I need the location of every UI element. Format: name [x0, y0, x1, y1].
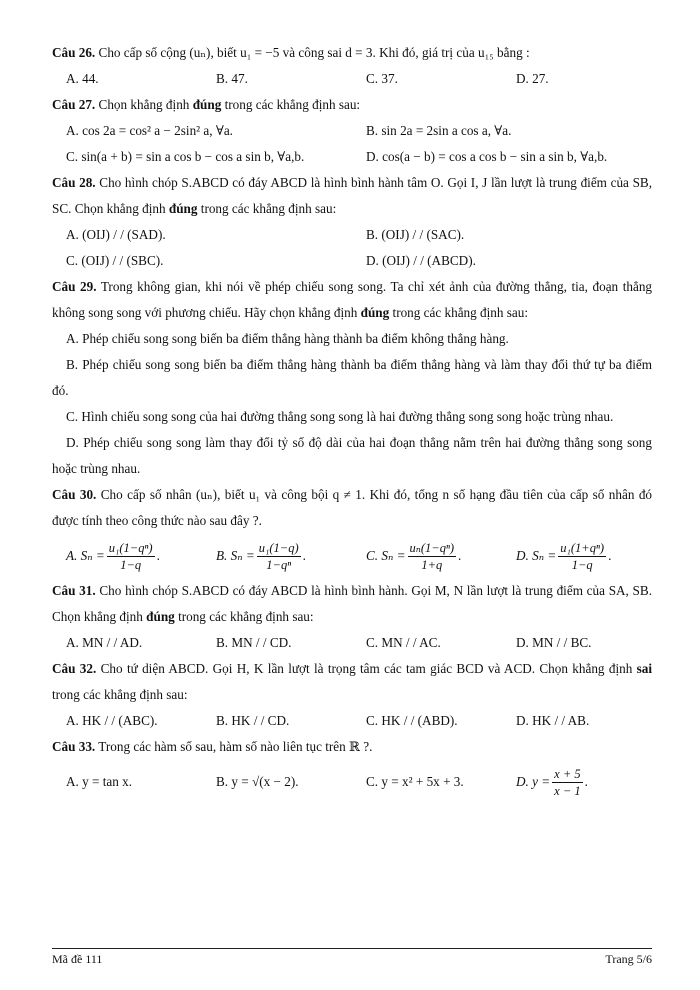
question-stem-end: trong các khẳng định sau: — [52, 687, 188, 702]
denominator: 1−q — [571, 557, 593, 572]
options-row — [52, 144, 652, 170]
option-c: C. Sₙ = $\frac{\text{uₙ(1−qⁿ)}}{1+q}$ . — [366, 540, 462, 572]
option-b: B. Phép chiếu song song biến ba điểm thẳng hàng thành ba điểm thẳng hàng và làm thay đổi thứ tự ba điểm đó. — [52, 357, 652, 398]
option-a: A. y = tan x. — [66, 774, 133, 789]
numerator: u₁(1+qⁿ) — [560, 540, 605, 555]
fraction — [107, 540, 155, 573]
question-31 — [52, 578, 652, 630]
option-d: D. Phép chiếu song song làm thay đổi tỷ số độ dài của hai đoạn thẳng nằm trên hai đường thẳng song song hoặc trùng nhau. — [52, 435, 652, 476]
question-label: Câu 28. — [52, 175, 96, 190]
fraction — [552, 766, 582, 799]
question-label: Câu 30. — [52, 487, 97, 502]
question-stem-end: trong các khẳng định sau: — [389, 305, 529, 320]
question-28 — [52, 170, 652, 222]
emphasis: đúng — [192, 97, 222, 112]
exam-code: Mã đề 111 — [52, 952, 103, 966]
options-row — [52, 534, 652, 578]
emphasis: đúng — [360, 305, 390, 320]
fraction — [408, 540, 457, 573]
question-stem-end: trong các khẳng định sau: — [174, 609, 314, 624]
emphasis: đúng — [146, 609, 175, 624]
emphasis: sai — [636, 661, 653, 676]
question-label: Câu 31. — [52, 583, 96, 598]
options-row — [52, 760, 652, 804]
denominator: 1+q — [421, 557, 443, 572]
question-stem: Trong các hàm số sau, hàm số nào liên tục trên ℝ ?. — [98, 739, 373, 754]
options-row — [52, 248, 652, 274]
question-stem: Cho hình chóp S.ABCD có đáy ABCD là hình bình hành. Gọi M, N lần lượt là trung điểm của SA, SB. Chọn khẳng định — [52, 583, 652, 624]
question-label: Câu 32. — [52, 661, 97, 676]
question-stem: Trong không gian, khi nói về phép chiếu song song. Ta chỉ xét ảnh của đường thẳng, tia, đoạn thẳng không song song với phương chiếu. Hãy chọn khẳng định — [52, 279, 653, 320]
option-b: B. MN / / CD. — [216, 635, 292, 650]
option-prefix: D. Sₙ = — [516, 548, 557, 563]
option-a: A. cos 2a = cos² a − 2sin² a, ∀a. — [66, 123, 233, 138]
option-a: A. Sₙ = $\frac{\text{u₁(1−qⁿ)}}{1-q}$ . — [66, 540, 160, 572]
fraction — [257, 540, 301, 573]
option-d: D. Sₙ = $\frac{\text{u₁(1+qⁿ)}}{1-q}$ . — [516, 540, 612, 572]
option-b: B. 47. — [216, 71, 248, 86]
option-a: A. (OIJ) / / (SAD). — [66, 227, 166, 242]
denominator: 1−qⁿ — [266, 557, 292, 572]
option-d: D. y = $\frac{x + 5}{x - 1}$ . — [516, 766, 588, 798]
option-b: B. (OIJ) / / (SAC). — [366, 227, 465, 242]
option-c: C. y = x² + 5x + 3. — [366, 774, 464, 789]
page-footer — [52, 948, 652, 967]
option-c: C. 37. — [366, 71, 398, 86]
option-c: C. sin(a + b) = sin a cos b − cos a sin b, ∀a,b. — [66, 149, 305, 164]
question-label: Câu 33. — [52, 739, 96, 754]
option-c: C. Hình chiếu song song của hai đường thẳng song song là hai đường thẳng song song hoặc trùng nhau. — [66, 409, 614, 424]
option-b: B. Sₙ = $\frac{\text{u₁(1−q)}}{\text{1−qⁿ}}$ . — [216, 540, 306, 572]
denominator: x − 1 — [554, 783, 581, 798]
question-stem-end: trong các khẳng định sau: — [221, 97, 361, 112]
question-stem: Cho cấp số cộng (uₙ), biết u₁ = −5 và công sai d = 3. Khi đó, giá trị của u₁₅ bằng : — [98, 45, 530, 60]
options-row — [52, 222, 652, 248]
option-b: B. HK / / CD. — [216, 713, 290, 728]
options-row — [52, 118, 652, 144]
option-a: A. HK / / (ABC). — [66, 713, 158, 728]
question-26 — [52, 40, 652, 66]
option-c: C. HK / / (ABD). — [366, 713, 458, 728]
option-a: A. MN / / AD. — [66, 635, 143, 650]
question-stem: Cho cấp số nhân (uₙ), biết u₁ và công bội q ≠ 1. Khi đó, tổng n số hạng đầu tiên của cấp số nhân đó được tính theo công thức nào sau đây ?. — [52, 487, 653, 528]
question-32 — [52, 656, 652, 708]
option-b: B. sin 2a = 2sin a cos a, ∀a. — [366, 123, 512, 138]
question-stem: Cho tứ diện ABCD. Gọi H, K lần lượt là trọng tâm các tam giác BCD và ACD. Chọn khẳng định — [100, 661, 637, 676]
option-prefix: D. y = — [516, 774, 551, 789]
question-27 — [52, 92, 652, 118]
option-prefix: C. Sₙ = — [366, 548, 406, 563]
exam-page — [52, 40, 652, 804]
fraction — [558, 540, 606, 573]
question-29 — [52, 274, 652, 326]
question-stem-end: trong các khẳng định sau: — [197, 201, 337, 216]
option-b: B. y = √(x − 2). — [216, 774, 299, 789]
option-a: A. Phép chiếu song song biến ba điểm thẳng hàng thành ba điểm không thẳng hàng. — [66, 331, 509, 346]
numerator: x + 5 — [554, 766, 581, 781]
page-number: Trang 5/6 — [605, 952, 652, 966]
numerator: uₙ(1−qⁿ) — [409, 540, 455, 555]
option-d: D. MN / / BC. — [516, 635, 592, 650]
numerator: u₁(1−qⁿ) — [108, 540, 153, 555]
question-label: Câu 29. — [52, 279, 97, 294]
question-label: Câu 27. — [52, 97, 96, 112]
numerator: u₁(1−q) — [258, 540, 299, 555]
options-row — [52, 630, 652, 656]
option-prefix: A. Sₙ = — [66, 548, 105, 563]
question-33 — [52, 734, 652, 760]
option-d: D. (OIJ) / / (ABCD). — [366, 253, 476, 268]
option-c: C. (OIJ) / / (SBC). — [66, 253, 164, 268]
question-stem: Cho hình chóp S.ABCD có đáy ABCD là hình bình hành tâm O. Gọi I, J lần lượt là trung điểm của SB, SC. Chọn khẳng định — [52, 175, 652, 216]
question-label: Câu 26. — [52, 45, 96, 60]
emphasis: đúng — [168, 201, 198, 216]
option-c: C. MN / / AC. — [366, 635, 441, 650]
option-prefix: B. Sₙ = — [216, 548, 255, 563]
option-a: A. 44. — [66, 71, 99, 86]
option-d: D. 27. — [516, 71, 549, 86]
option-d: D. HK / / AB. — [516, 713, 590, 728]
question-30 — [52, 482, 652, 534]
denominator: 1−q — [120, 557, 142, 572]
options-row — [52, 66, 652, 92]
option-d: D. cos(a − b) = cos a cos b − sin a sin b, ∀a,b. — [366, 149, 608, 164]
question-stem: Chọn khẳng định — [98, 97, 193, 112]
options-row — [52, 708, 652, 734]
